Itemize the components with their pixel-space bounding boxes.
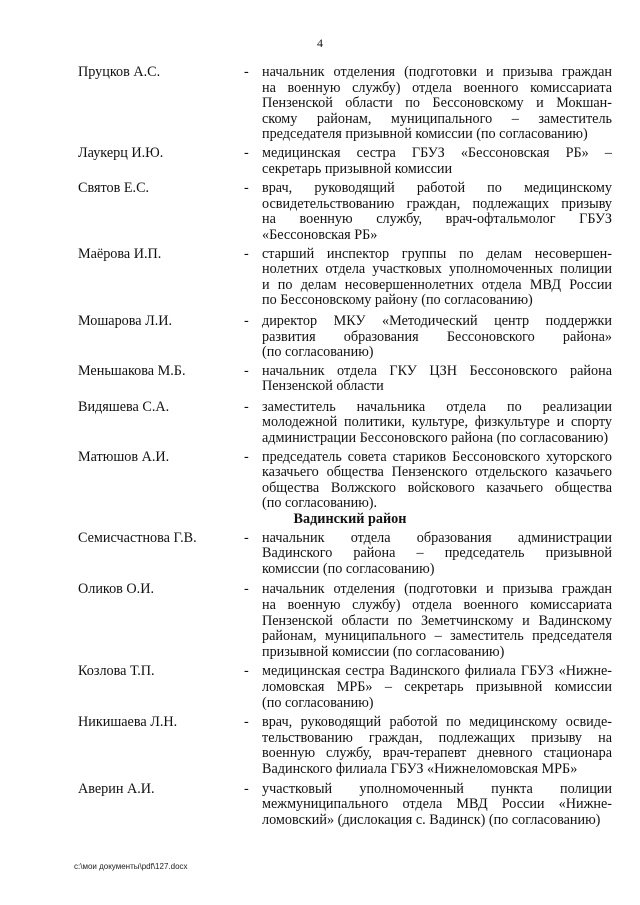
role-line: председатель совета стариков Бессоновского хуторского <box>262 448 612 465</box>
role-line: врач, руководящий работой по медицинскому освиде- <box>262 714 612 731</box>
member-row <box>0 450 640 512</box>
page-number: 4 <box>317 36 323 50</box>
dash-separator: - <box>244 398 249 415</box>
role-line: молодежной политики, культуре, физкультуре и спорту <box>262 414 612 431</box>
role-line: «Бессоновская РБ» <box>262 226 378 243</box>
role-line: начальник отделения (подготовки и призыва граждан <box>262 581 612 598</box>
member-role <box>262 146 612 177</box>
member-role <box>262 314 612 361</box>
member-row <box>0 782 640 829</box>
member-role <box>262 715 612 777</box>
role-line: нолетних отдела участковых уполномоченных полиции <box>262 261 612 278</box>
member-name: Святов Е.С. <box>78 180 150 197</box>
role-line: казачьего общества Пензенского отдельского казачьего <box>262 464 612 481</box>
member-row <box>0 65 640 143</box>
role-line: районам, муниципального – заместитель председателя <box>262 628 612 645</box>
member-row <box>0 314 640 361</box>
role-line: на военную службу) отдела военного комиссариата <box>262 597 612 613</box>
role-line: общества Волжского войскового казачьего общества <box>262 479 612 496</box>
member-role <box>262 782 612 829</box>
member-name: Аверин А.И. <box>78 780 155 797</box>
role-line: начальник отделения (подготовки и призыва граждан <box>262 64 612 80</box>
role-line: участковый уполномоченный пункта полиции <box>262 780 612 797</box>
role-line: призывной комиссии (по согласованию) <box>262 643 505 660</box>
member-role <box>262 65 612 143</box>
member-name: Маёрова И.П. <box>78 245 162 262</box>
dash-separator: - <box>244 780 249 797</box>
member-name: Семисчастнова Г.В. <box>78 529 197 546</box>
role-line: директор МКУ «Методический центр поддержки <box>262 312 612 329</box>
dash-separator: - <box>244 180 249 197</box>
file-path-footer: c:\мои документы\pdf\127.docx <box>74 862 188 871</box>
dash-separator: - <box>244 714 249 731</box>
section-heading: Вадинский район <box>293 511 407 528</box>
dash-separator: - <box>244 663 249 680</box>
role-line: врач, руководящий работой по медицинскому <box>262 180 612 197</box>
member-list-vadinsky <box>0 531 640 829</box>
member-role <box>262 364 612 395</box>
member-role <box>262 582 612 660</box>
role-line: администрации Бессоновского района (по согласованию) <box>262 430 609 447</box>
member-role <box>262 664 612 711</box>
role-line: (по согласованию) <box>262 344 374 361</box>
role-line: скому районам, муниципального – заместитель <box>262 110 612 127</box>
member-row <box>0 146 640 177</box>
member-row <box>0 531 640 578</box>
role-line: начальник отдела образования администрации <box>262 529 612 546</box>
member-name: Лаукерц И.Ю. <box>78 144 164 161</box>
role-line: (по согласованию). <box>262 495 378 512</box>
member-role <box>262 247 612 309</box>
role-line: секретарь призывной комиссии <box>262 160 453 177</box>
member-row <box>0 715 640 777</box>
role-line: и по делам несовершеннолетних отдела МВД России <box>262 276 612 293</box>
member-name: Меньшакова М.Б. <box>78 362 186 379</box>
member-role <box>262 450 612 512</box>
role-line: Пензенской области по Бессоновскому и Мокшан- <box>262 95 612 112</box>
role-line: Вадинского района – председатель призывной <box>262 545 612 562</box>
role-line: старший инспектор группы по делам несовершен- <box>262 245 612 262</box>
member-row <box>0 400 640 447</box>
role-line: тельствованию граждан, подлежащих призыву на <box>262 729 612 746</box>
section-heading-wrap <box>0 512 640 528</box>
member-role <box>262 181 612 243</box>
member-name: Матюшов А.И. <box>78 448 170 465</box>
document-body <box>0 62 640 828</box>
role-line: на военную службу, врач-офтальмолог ГБУЗ <box>262 211 612 228</box>
role-line: медицинская сестра ГБУЗ «Бессоновская РБ» – <box>262 144 612 161</box>
member-row <box>0 582 640 660</box>
dash-separator: - <box>244 362 249 379</box>
member-name: Видяшева С.А. <box>78 398 170 415</box>
dash-separator: - <box>244 581 249 598</box>
member-row <box>0 664 640 711</box>
role-line: по Бессоновскому району (по согласованию) <box>262 292 533 309</box>
member-name: Мошарова Л.И. <box>78 312 173 329</box>
role-line: начальник отдела ГКУ ЦЗН Бессоновского района <box>262 362 612 379</box>
role-line: Пензенской области <box>262 378 384 395</box>
dash-separator: - <box>244 312 249 329</box>
member-name: Оликов О.И. <box>78 581 155 598</box>
member-name: Никишаева Л.Н. <box>78 714 178 731</box>
role-line: комиссии (по согласованию) <box>262 560 435 577</box>
role-line: военную службу, врач-терапевт дневного стационара <box>262 745 612 762</box>
role-line: межмуниципального отдела МВД России «Нижне- <box>262 796 612 813</box>
role-line: медицинская сестра Вадинского филиала ГБУЗ «Нижне- <box>262 663 612 680</box>
dash-separator: - <box>244 529 249 546</box>
role-line: ломовский» (дислокация с. Вадинск) (по согласованию) <box>262 811 601 828</box>
member-row <box>0 364 640 395</box>
member-list-bessonovsky <box>0 65 640 512</box>
dash-separator: - <box>244 448 249 465</box>
role-line: Пензенской области по Земетчинскому и Вадинскому <box>262 612 612 629</box>
role-line: председателя призывной комиссии (по согласованию) <box>262 126 588 143</box>
role-line: (по согласованию) <box>262 694 374 711</box>
member-role <box>262 531 612 578</box>
member-row <box>0 181 640 243</box>
member-name: Пруцков А.С. <box>78 64 161 80</box>
dash-separator: - <box>244 245 249 262</box>
role-line: заместитель начальника отдела по реализации <box>262 398 612 415</box>
dash-separator: - <box>244 144 249 161</box>
role-line: Вадинского филиала ГБУЗ «Нижнеломовская МРБ» <box>262 760 578 777</box>
member-row <box>0 247 640 309</box>
dash-separator: - <box>244 64 249 80</box>
member-role <box>262 400 612 447</box>
member-name: Козлова Т.П. <box>78 663 155 680</box>
role-line: ломовская МРБ» – секретарь призывной комиссии <box>262 678 612 695</box>
role-line: развития образования Бессоновского района» <box>262 328 612 345</box>
role-line: освидетельствованию граждан, подлежащих призыву <box>262 195 612 212</box>
role-line: на военную службу) отдела военного комиссариата <box>262 79 612 96</box>
